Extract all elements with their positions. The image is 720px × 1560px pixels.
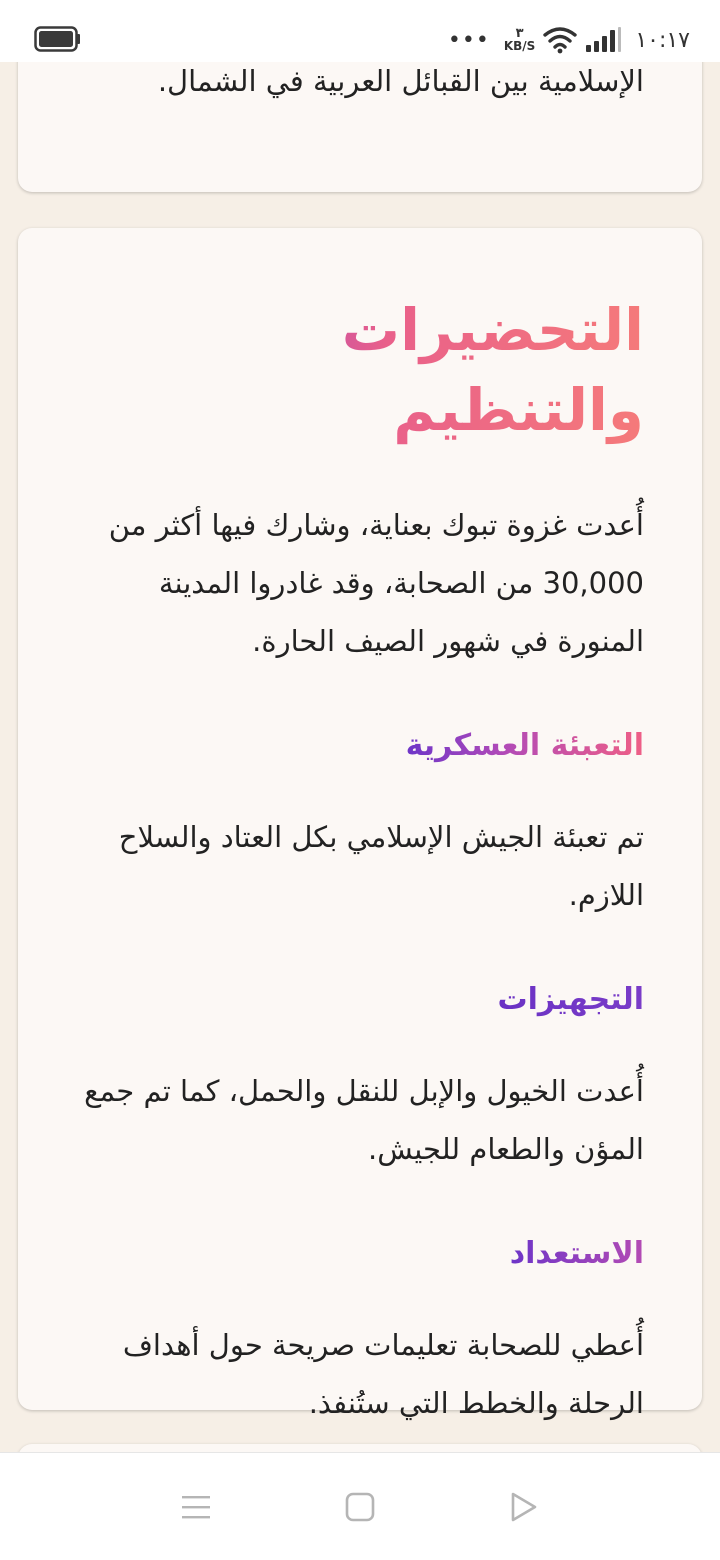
preparations-card [18, 228, 702, 1420]
subsection-text: أُعطي للصحابة تعليمات صريحة حول أهداف الرحلة والخطط التي ستُنفذ. [122, 1328, 644, 1420]
menu-icon [180, 1493, 212, 1521]
subsection-text: تم تعبئة الجيش الإسلامي بكل العتاد والسلاح اللازم. [118, 820, 644, 912]
clock: ١٠:١٧ [635, 27, 690, 53]
battery-icon [34, 26, 80, 52]
subsection-title: التجهيزات [497, 978, 644, 1022]
signal-icon [585, 27, 621, 53]
subsection-equipment [72, 978, 644, 1178]
status-bar [0, 0, 720, 62]
menu-button[interactable] [179, 1490, 213, 1524]
home-square-icon [345, 1492, 375, 1522]
content-area[interactable] [0, 62, 720, 1452]
previous-card-text: الإسلامية بين القبائل العربية في الشمال. [157, 64, 644, 98]
back-triangle-icon [509, 1491, 539, 1523]
subsection-mobilization [72, 724, 644, 924]
previous-card [18, 62, 702, 192]
more-notifications-icon: ••• [447, 27, 490, 53]
subsection-text: أُعدت الخيول والإبل للنقل والحمل، كما تم جمع المؤن والطعام للجيش. [84, 1074, 644, 1166]
system-navigation-bar [0, 1452, 720, 1560]
network-speed: ٣ KB/S [503, 26, 536, 53]
subsection-title: التعبئة العسكرية [406, 724, 644, 768]
intro-paragraph: أُعدت غزوة تبوك بعناية، وشارك فيها أكثر من 30,000 من الصحابة، وقد غادروا المدينة المنورة في شهور الصيف الحارة. [108, 508, 644, 658]
subsection-title: الاستعداد [510, 1232, 644, 1276]
next-card [18, 1444, 702, 1452]
section-title: التحضيرات والتنظيم [72, 290, 644, 450]
home-button[interactable] [343, 1490, 377, 1524]
wifi-icon [543, 26, 577, 54]
back-button[interactable] [507, 1490, 541, 1524]
subsection-readiness [72, 1232, 644, 1432]
